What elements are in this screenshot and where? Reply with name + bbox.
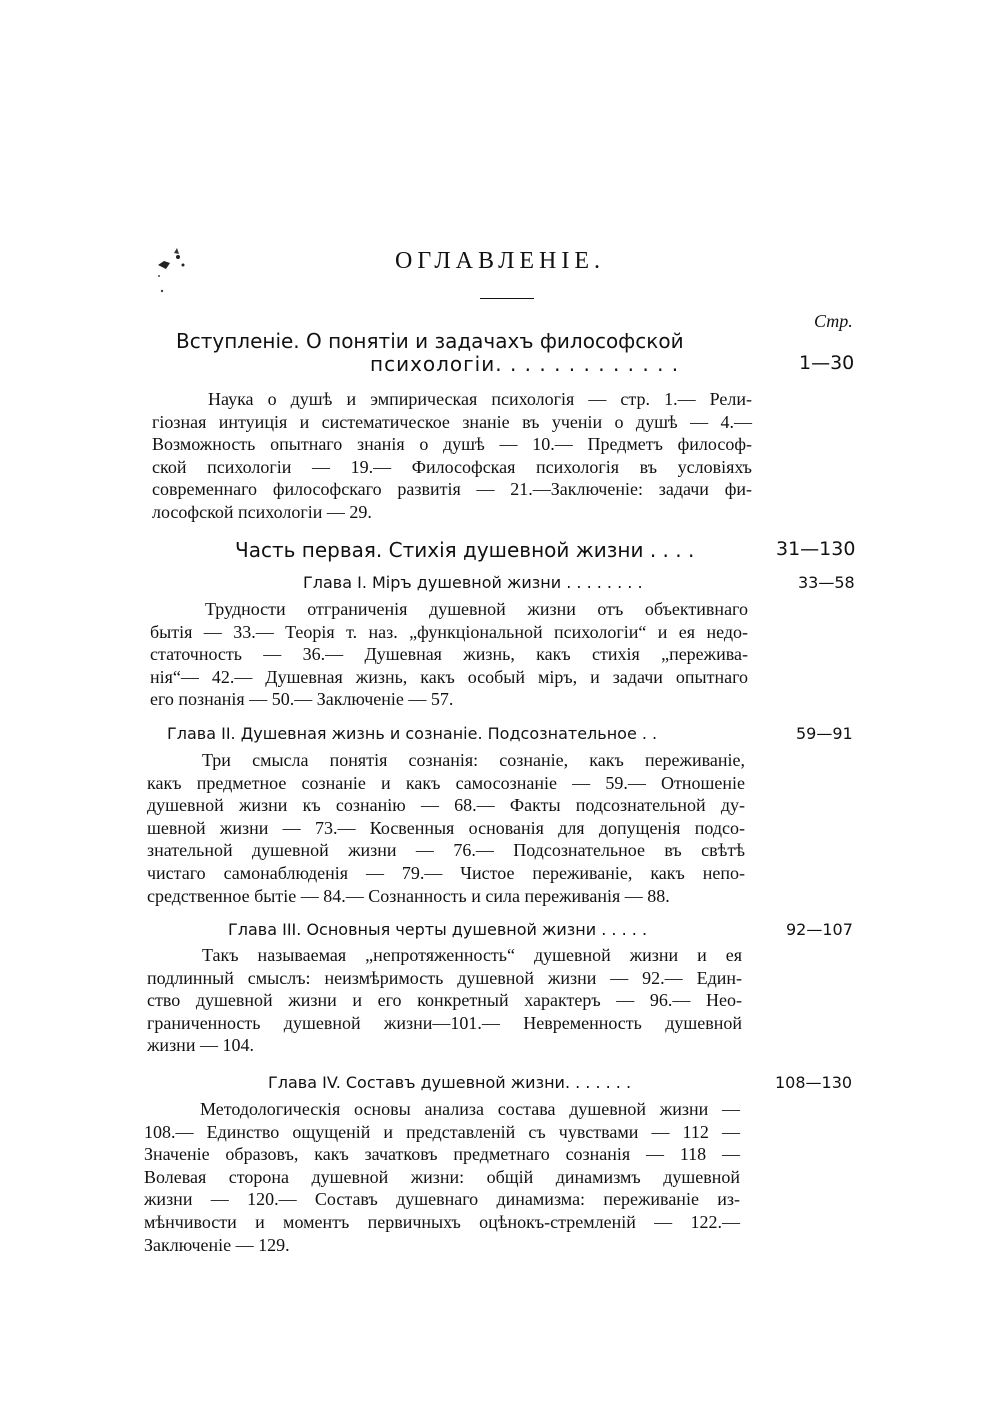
chapter-1-summary-line: бытія — 33.— Теорія т. наз. „функціональной психологіи“ и ея недо- [150, 621, 748, 642]
page-title: ОГЛАВЛЕНІЕ. [394, 248, 606, 274]
intro-summary-line: современнаго философскаго развитія — 21.—Заключеніе: задачи фи- [152, 479, 752, 500]
chapter-2-summary-line: чистаго самонаблюденія — 79.— Чистое переживаніе, какъ непо- [147, 862, 745, 883]
chapter-4-summary-line: жизни — 120.— Составъ душевнаго динамизма: переживаніе из- [144, 1189, 740, 1210]
chapter-3-summary-line: подлинный смыслъ: неизмѣримость душевной жизни — 92.— Един- [147, 967, 742, 988]
chapter-3-summary-line: граниченность душевной жизни—101.— Невременность душевной [147, 1012, 742, 1033]
chapter-4-summary-line: Значеніе образовъ, какъ зачатковъ предметнаго сознанія — 118 — [144, 1144, 740, 1165]
intro-summary-line: гіозная интуиція и систематическое знаніе въ ученіи о душѣ — 4.— [152, 411, 752, 432]
chapter-1-title: Глава I. Міръ душевной жизни . . . . . . . . [303, 573, 643, 592]
chapter-2-pages: 59—91 [796, 724, 853, 743]
chapter-1-summary-line: Трудности отграниченія душевной жизни отъ объективнаго [205, 599, 748, 619]
chapter-1-summary-line: нія“— 42.— Душевная жизнь, какъ особый міръ, и задачи опытнаго [150, 666, 748, 687]
chapter-4-summary-line: мѣнчивости и моментъ первичныхъ оцѣнокъ-стремленій — 122.— [144, 1211, 740, 1232]
intro-pages: 1—30 [799, 352, 855, 374]
chapter-2-summary-line: знательной душевной жизни — 76.— Подсознательное въ свѣтѣ [147, 840, 745, 861]
intro-summary-line: лософской психологіи — 29. [152, 501, 372, 522]
chapter-4-summary-line: Заключеніе — 129. [144, 1234, 290, 1255]
chapter-2-summary-line: душевной жизни къ сознанію — 68.— Факты подсознательной ду- [147, 795, 745, 816]
chapter-3-summary-line: жизни — 104. [147, 1035, 254, 1056]
intro-title-line2: психологіи. . . . . . . . . . . . . [370, 352, 680, 376]
title-divider [480, 298, 534, 299]
part1-pages: 31—130 [776, 538, 856, 560]
chapter-2-title: Глава II. Душевная жизнь и сознаніе. Подсознательное . . [167, 724, 658, 743]
chapter-3-summary [147, 944, 742, 1057]
chapter-4-title: Глава IV. Составъ душевной жизни. . . . . . . [268, 1073, 632, 1092]
intro-summary-line: ской психологіи — 19.— Философская психологія въ условіяхъ [152, 456, 752, 477]
chapter-1-summary [150, 598, 748, 711]
intro-summary-line: Возможность опытнаго знанія о душѣ — 10.— Предметъ философ- [152, 434, 752, 455]
chapter-4-summary-line: Волевая сторона душевной жизни: общій динамизмъ душевной [144, 1166, 740, 1187]
chapter-2-summary-line: какъ предметное сознаніе и какъ самосознаніе — 59.— Отношеніе [147, 772, 745, 793]
chapter-1-pages: 33—58 [798, 573, 855, 592]
part1-title: Часть первая. Стихія душевной жизни . . . . [235, 538, 695, 562]
chapter-2-summary-line: средственное бытіе — 84.— Сознанность и сила переживанія — 88. [147, 885, 670, 906]
chapter-2-summary-line: Три смысла понятія сознанія: сознаніе, какъ переживаніе, [202, 750, 745, 770]
chapter-3-summary-line: Такъ называемая „непротяженность“ душевной жизни и ея [202, 945, 742, 965]
chapter-3-title: Глава III. Основныя черты душевной жизни . . . . . [228, 920, 648, 939]
chapter-2-summary [147, 749, 745, 907]
chapter-1-summary-line: статочность — 36.— Душевная жизнь, какъ стихія „пережива- [150, 644, 748, 665]
chapter-2-summary-line: шевной жизни — 73.— Косвенныя основанія для допущенія подсо- [147, 817, 745, 838]
chapter-3-summary-line: ство душевной жизни и его конкретный характеръ — 96.— Нео- [147, 990, 742, 1011]
chapter-4-pages: 108—130 [775, 1073, 853, 1092]
chapter-3-pages: 92—107 [786, 920, 853, 939]
chapter-4-summary-line: Методологическія основы анализа состава душевной жизни — [200, 1099, 740, 1119]
chapter-4-summary-line: 108.— Единство ощущеній и представленій съ чувствами — 112 — [144, 1121, 740, 1142]
chapter-1-summary-line: его познанія — 50.— Заключеніе — 57. [150, 689, 454, 710]
intro-title-line1: Вступленіе. О понятіи и задачахъ философской [176, 329, 684, 353]
intro-summary-line: Наука о душѣ и эмпирическая психологія — стр. 1.— Рели- [208, 389, 752, 409]
chapter-4-summary [144, 1098, 740, 1256]
pages-column-label: Стр. [814, 311, 853, 331]
intro-summary [152, 388, 752, 524]
